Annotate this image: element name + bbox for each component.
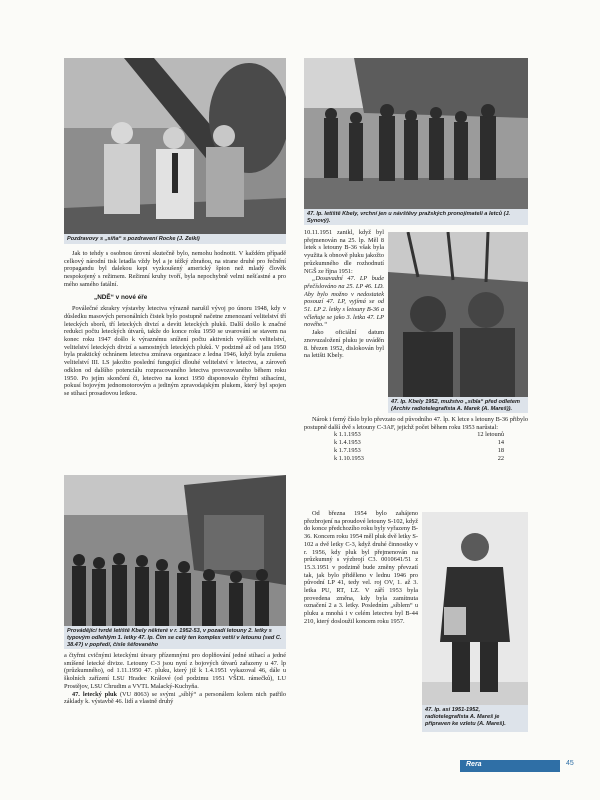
paragraph: Od března 1954 bylo zahájeno přezbrojení na proudové letouny S-102, když do konce předchozího roku byly vyřazeny B-36. Koncem roku 1954 měl pluk dvě letky S-102 a dvě letky C-3, když druhé činnostky v r. 1956, kdy pluk byl přejmenován na průzkumný s výzbrojí C3. 0010641/51 z 15.3.1951 v podzimě bude změny převzatí tak, jak bylo přiděleno v lednu 1946 pro původní LP 41, tedy vel. roj OV, 1. až 3. letka PU, RT, LZ. V září 1953 byla provedena změna, kdy byla zamítnuta označení 2 a 3. letky. Posledním „síblem“ u pluku a mnohá i v celém letectvu byl B-44 210, který dosloužil koncem roku 1957.	[304, 510, 418, 625]
aircraft-count-row: k 1.1.1953 12 letounů	[334, 431, 504, 439]
paragraph: Jak to tehdy s osobnou úrovní skutečně bylo, nemohu hodnotit. V každém případě celkový národní tisk letadla vždy byl a je téžký zbraňou, na strane druhé pro řečnění propagandu byl dalekou kepi vyzkoušený americký špion než mladý člověk nespokojený s režimem. Režimní kruhy tvoří, byla nepochybně velmi nešťastné a pro mého samého fatální.	[64, 250, 286, 288]
paragraph-text: (VU 8063) se svými „síblý“ a personálem kolem nich patřilo základy k. výstavbě 46. lidí a vlastně druhý	[64, 690, 286, 706]
paragraph: Poválečné zkrakry výstavby letectva výrazně narušil vývoj po únoru 1948, kdy v důsledku masových personálních čistek bylo postupně načetne zmenozaní velitelství tří leteckých sborů, tří leteckých divizí a devíti leteckých pluků. Další došlo k značné redukci počtu leteckých útvarů, takže do konce roku 1950 se uvarování se stavem na konec roku 1947 došlo k výraznému snížení počtu aktivních vyšších velitelství, velitelství leteckých divizí a samostných leteckých pluků. V podzimě až od jara 1950 byla praktický ochránem letectva zmírava organizace z ledna 1946, když byla zrušena velitelství III. LS jakožto poslední fungující dlouhé velitelství v letectvu, a zároveň odklon od dalšího potenciálu rozpracovaného letectva provozovaného během roku 1950. Po jejím skončení či, letectvo na konci 1950 disponovalo čtyřmi stíhacími, pokusí bojovým jednomotorovým a jediným zpravodajským plukem, který byl spojen se stíhací prosadovou letkou.	[64, 305, 286, 397]
page-number: 45	[566, 760, 574, 767]
right-narrow-column	[304, 229, 384, 415]
paragraph: Jako oficiální datum znovuzaložení pluku je uváděn 8. březen 1952, dislokován byl na letišti Kbely.	[304, 329, 384, 360]
paragraph: 10.11.1951 zanikl, když byl přejmenován na 25. lp. Měl 8 letek s letouny B-36 však byla využita k obnově pluku jakožto průzkumného dle rozhodnutí NGŠ ze října 1951:	[304, 229, 384, 275]
magazine-brand: Rera	[466, 761, 482, 768]
caption-photo-3: 47. lp. Kbely 1952, mužstvo „síbla“ před odletem (Archiv radiotelegrafista A. Marek (A. Mareš)).	[388, 397, 528, 413]
left-text-column	[64, 250, 286, 472]
photo-radio-operator	[422, 512, 528, 705]
section-heading: „NDĚ“ v nové éře	[94, 293, 148, 301]
caption-photo-2: 47. lp. letiště Kbely, vrchní jen u návštěvy pražských pronojímateli a letců (J. Synový).	[304, 209, 528, 225]
photo-pilots-by-propeller	[64, 58, 286, 234]
regiment-name: 47. letecký pluk	[72, 690, 117, 698]
paragraph	[64, 691, 286, 706]
footer-brand-bar	[460, 760, 560, 772]
caption-photo-4: Provádějící tvrdé letiště Kbely některé v r. 1952-53, v pozadí letouny 2. letky s typovým odlehlým 1. letky 47. lp. Čím se celý ten komplex vetší v letounu (sed C. 38.4?) v popředí, čísle šéfovaného	[64, 626, 286, 649]
paragraph: a čtyřmi cvičnými leteckými útvary přízemnými pro doplňování jedné stíhací a jedné smíšené letecké divize. Letouny C-3 jsou nyní z bojových útvarů zařazeny u 47. lp (průzkumného), od 1.11.1950 47. pluku, který již k 1.4.1951 vykazoval 46, dále u školních zařízení LSU Hradec Králové (od podzimu 1951 VŠDL rámečků), LU Prostějov, LSU Chrudim a VVTL Malacký-Kuchyňa.	[64, 652, 286, 690]
paragraph: Nárok i ferný číslo bylo převzato od původního 47. lp. K letce s letouny B-36 přibylo postupně další dvě s letouny C-3AF, jejichž počet během roku 1953 narůstal:	[304, 416, 528, 431]
caption-photo-5: 47. lp. asi 1951-1952, radiotelegrafista A. Mareš je připraven ke vzletu (A. Mareš).	[422, 705, 528, 732]
right-full-column	[304, 416, 528, 508]
photo-airfield-group	[304, 58, 528, 209]
photo-crew-in-cockpit	[388, 232, 528, 397]
aircraft-count-row: k 1.10.1953 22	[334, 454, 504, 462]
aircraft-count-row: k 1.4.1953 14	[334, 439, 504, 447]
left-text-column-bottom	[64, 652, 286, 756]
order-quote: „Dosavadní 47. LP bude přečíslováno na 25. LP 46. LD. Aby bylo možno v nedostatek posouzí 47. LP, vyjímá se od 51. LP 2. letky s letouny B-36 a včleňuje se jako 3. letka 47. LP nového.“	[304, 275, 384, 329]
right-text-column-bottom	[304, 510, 418, 756]
caption-photo-1: Pozdravovy s „síňa“ s pozdravení Rocke (J. Zeiki)	[64, 234, 286, 244]
photo-crowd-at-aircraft	[64, 475, 286, 626]
aircraft-count-row: k 1.7.1953 18	[334, 446, 504, 454]
